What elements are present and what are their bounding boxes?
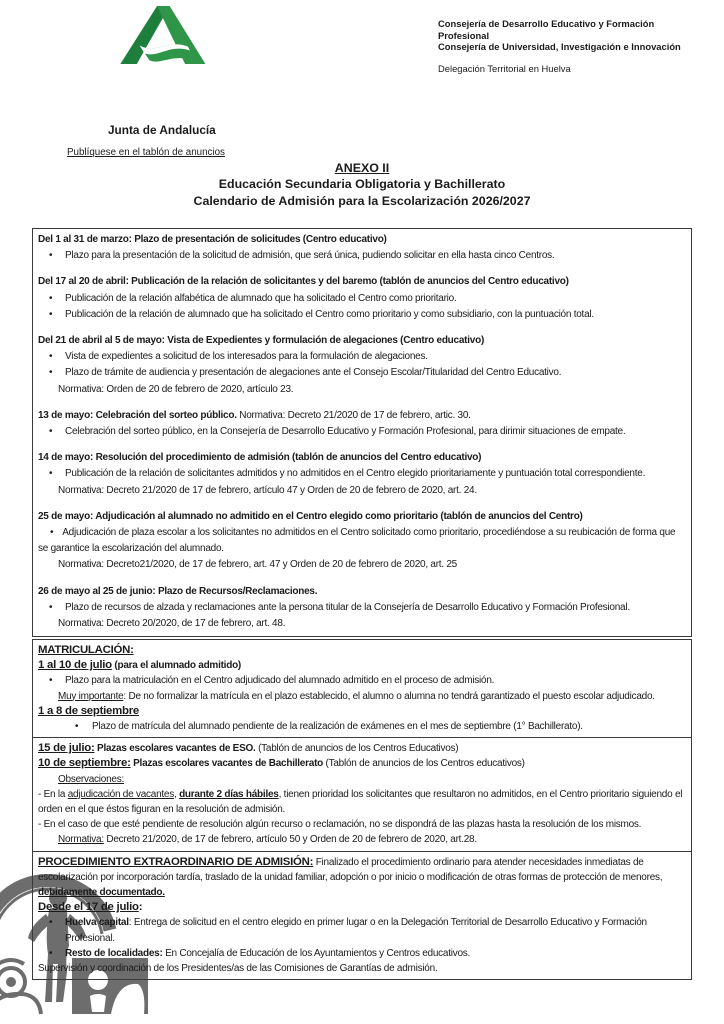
text-run: 10 de septiembre:	[38, 757, 131, 770]
text-line	[38, 787, 686, 817]
text-run: Normativa:	[58, 834, 104, 846]
text-line	[38, 557, 686, 573]
text-run: : Entrega de solicitud en el centro elegido en primer lugar o en la Delegación Territorial de Desarrollo Educativo y Formación Profesional.	[65, 917, 647, 944]
text-run: Del 21 de abril al 5 de mayo: Vista de Expedientes y formulación de alegaciones (Centro educativo)	[38, 335, 485, 347]
text-line	[38, 450, 686, 466]
spacer	[38, 264, 686, 274]
text-run: - En el caso de que esté pendiente de resolución algún recurso o reclamación, no se dispondrá de las plazas hasta la resolución de los mismos.	[38, 819, 642, 831]
publish-note: Publíquese en el tablón de anuncios	[67, 147, 225, 158]
bullet-line	[38, 525, 686, 557]
bullet-marker: •	[49, 351, 53, 363]
text-line	[38, 274, 686, 290]
text-run: Plazo de trámite de audiencia y presentación de alegaciones ante el Consejo Escolar/Titularidad del Centro Educativo.	[65, 367, 562, 379]
bullet-line	[38, 307, 686, 323]
bullet-marker: •	[49, 250, 53, 262]
title-calendar: Calendario de Admisión para la Escolarización 2026/2027	[193, 194, 531, 208]
text-run: Plazas escolares vacantes de Bachillerato	[133, 758, 324, 770]
text-line	[38, 616, 686, 632]
bullet-line	[38, 946, 686, 961]
text-line	[38, 817, 686, 832]
spacer	[38, 440, 686, 450]
section-procedimiento-extraordinario	[32, 851, 692, 981]
text-run: Plazo de recursos de alzada y reclamaciones ante la persona titular de la Consejería de Desarrollo Educativo y Formación Profesional.	[65, 601, 630, 613]
text-run: MATRICULACIÓN:	[38, 644, 134, 656]
text-run: Vista de expedientes a solicitud de los interesados para la formulación de alegaciones.	[65, 351, 428, 363]
text-line	[38, 509, 686, 525]
text-run: Huelva capital	[65, 917, 129, 929]
bullet-marker: •	[49, 468, 53, 480]
text-line	[38, 584, 686, 600]
text-line	[38, 704, 686, 719]
bullet-line	[38, 915, 686, 945]
text-line	[38, 900, 686, 915]
section-vacantes	[32, 737, 692, 851]
text-run: Muy importante	[58, 690, 124, 702]
bullet-line	[38, 349, 686, 365]
bullet-marker: •	[49, 917, 53, 929]
consejeria-line-1: Consejería de Desarrollo Educativo y Formación Profesional	[438, 18, 655, 41]
bullet-marker: •	[49, 675, 53, 687]
text-run: Plazo para la presentación de la solicitud de admisión, que será única, pudiendo solicitar en ella hasta cinco Centros.	[65, 250, 555, 262]
text-run: Publicación de la relación de solicitantes admitidos y no admitidos en el Centro elegido prioritariamente y puntuación total correspondiente.	[65, 468, 646, 480]
letterhead-right	[438, 18, 706, 74]
text-line	[38, 232, 686, 248]
title-anexo: ANEXO II	[334, 161, 390, 175]
text-run: Plazo de matrícula del alumnado pendiente de la realización de exámenes en el mes de septiembre (1° Bachillerato).	[92, 721, 583, 733]
text-run: - En la	[38, 788, 68, 800]
bullet-line	[38, 248, 686, 264]
text-run: Desde el 17 de julio	[38, 901, 139, 914]
bullet-line	[38, 600, 686, 616]
bullet-line	[38, 365, 686, 381]
section-matriculacion	[32, 639, 692, 738]
bullet-marker: •	[75, 721, 79, 733]
text-run: Del 17 al 20 de abril: Publicación de la relación de solicitantes y del baremo (tablón de anuncios del Centro educativo)	[38, 276, 569, 288]
bullet-marker: •	[49, 367, 53, 379]
delegacion-line: Delegación Territorial en Huelva	[438, 62, 571, 74]
section-ordinary-calendar	[32, 228, 692, 637]
bullet-line	[38, 291, 686, 307]
text-run: : De no formalizar la matrícula en el plazo establecido, el alumno o alumna no tendrá garantizado el puesto escolar adjudicado.	[123, 690, 655, 702]
text-line	[38, 855, 686, 901]
consejeria-line-2: Consejería de Universidad, Investigación e Innovación	[438, 41, 681, 53]
text-run: 14 de mayo: Resolución del procedimiento de admisión (tablón de anuncios del Centro educativo)	[38, 452, 482, 464]
text-run: 15 de julio:	[38, 742, 95, 755]
text-run: , tienen prioridad los solicitantes que resultaron no admitidos, en el Centro prioritario siguiendo el orden en el que éstos figuran en la resolución de admisión.	[38, 788, 683, 816]
text-run: Plazas escolares vacantes de ESO.	[97, 743, 256, 755]
text-run: Observaciones:	[58, 773, 124, 785]
text-line	[38, 689, 686, 704]
text-run: Normativa: Decreto21/2020, de 17 de febrero, art. 47 y Orden de 20 de febrero de 2020, art. 25	[58, 559, 457, 571]
calendar-table	[32, 228, 692, 980]
text-line	[38, 772, 686, 787]
text-run: Normativa: Orden de 20 de febrero de 2020, artículo 23.	[58, 383, 294, 395]
bullet-line	[38, 466, 686, 482]
text-line	[38, 961, 686, 976]
text-run: debidamente documentado.	[38, 887, 165, 899]
text-run: Adjudicación de plaza escolar a los solicitantes no admitidos en el Centro solicitado como prioritario, procediéndose a su reubicación de forma que se garantice la escolarización del alumnado.	[38, 527, 676, 555]
text-line	[38, 382, 686, 398]
text-run: (Tablón de anuncios de los Centros Educativos)	[255, 743, 459, 755]
text-run: ,	[174, 788, 180, 800]
text-run: (Tablón de anuncios de los Centros educativos)	[323, 758, 525, 770]
bullet-marker: •	[49, 308, 53, 320]
text-line	[38, 741, 686, 756]
bullet-marker: •	[49, 601, 53, 613]
bullet-line	[38, 719, 686, 734]
text-run: 13 de mayo: Celebración del sorteo público.	[38, 409, 237, 421]
text-line	[38, 756, 686, 771]
text-line	[38, 333, 686, 349]
text-run: Normativa: Decreto 21/2020 de 17 de febrero, artic. 30.	[236, 409, 471, 421]
text-run: Plazo para la matriculación en el Centro adjudicado del alumnado admitido en el proceso de admisión.	[65, 675, 495, 687]
text-line	[38, 408, 686, 424]
bullet-line	[38, 424, 686, 440]
text-run: Decreto 21/2020, de 17 de febrero, artículo 50 y Orden de 20 de febrero de 2020, art.28.	[103, 834, 477, 846]
text-run: (para el alumnado admitido)	[111, 660, 242, 672]
text-run: Normativa: Decreto 21/2020 de 17 de febrero, artículo 47 y Orden de 20 de febrero de 2020, art. 24.	[58, 484, 477, 496]
text-run: 25 de mayo: Adjudicación al alumnado no admitido en el Centro elegido como prioritario (tablón de anuncios del Centro)	[38, 510, 583, 522]
text-run: Supervisión y coordinación de los Presidentes/as de las Comisiones de Garantías de admisión.	[38, 963, 438, 975]
text-line	[38, 643, 686, 658]
text-run: :	[138, 901, 143, 914]
text-run: 26 de mayo al 25 de junio: Plazo de Recursos/Reclamaciones.	[38, 585, 318, 597]
bullet-marker: •	[50, 527, 54, 539]
bullet-line	[38, 673, 686, 688]
text-run: Normativa: Decreto 20/2020, de 17 de febrero, art. 48.	[58, 618, 286, 630]
text-run: Del 1 al 31 de marzo: Plazo de presentación de solicitudes (Centro educativo)	[38, 234, 387, 245]
bullet-marker: •	[49, 426, 53, 438]
spacer	[38, 574, 686, 584]
text-run: Resto de localidades:	[65, 947, 163, 959]
text-line	[38, 832, 686, 847]
spacer	[38, 323, 686, 333]
bullet-marker: •	[49, 947, 53, 959]
org-name: Junta de Andalucía	[108, 123, 216, 137]
text-run: Publicación de la relación alfabética de alumnado que ha solicitado el Centro como prioritario.	[65, 292, 457, 304]
text-run: adjudicación de vacantes	[67, 788, 174, 800]
text-line	[38, 658, 686, 673]
text-run: Celebración del sorteo público, en la Consejería de Desarrollo Educativo y Formación Profesional, para dirimir situaciones de empate.	[65, 426, 626, 438]
title-subject: Educación Secundaria Obligatoria y Bachillerato	[218, 177, 506, 191]
bullet-marker: •	[49, 292, 53, 304]
junta-de-andalucia-logo-icon	[112, 6, 206, 64]
spacer	[38, 499, 686, 509]
text-run: durante 2 días hábiles	[179, 788, 279, 800]
text-run: Publicación de la relación de alumnado que ha solicitado el Centro como prioritario y como subsidiario, con la puntuación total.	[65, 308, 594, 320]
text-run: 1 a 8 de septiembre	[38, 704, 139, 717]
document-title	[0, 160, 724, 210]
text-run: 1 al 10 de julio	[38, 659, 112, 672]
text-run: En Concejalía de Educación de los Ayuntamientos y Centros educativos.	[162, 947, 471, 959]
text-run: Finalizado el procedimiento ordinario para atender necesidades inmediatas de escolarización por incorporación tardía, traslado de la unidad familiar, adopción o por inicio o modificación de otras formas de protección de menores,	[38, 856, 663, 883]
text-line	[38, 483, 686, 499]
spacer	[38, 398, 686, 408]
text-run: PROCEDIMIENTO EXTRAORDINARIO DE ADMISIÓN:	[38, 855, 314, 868]
